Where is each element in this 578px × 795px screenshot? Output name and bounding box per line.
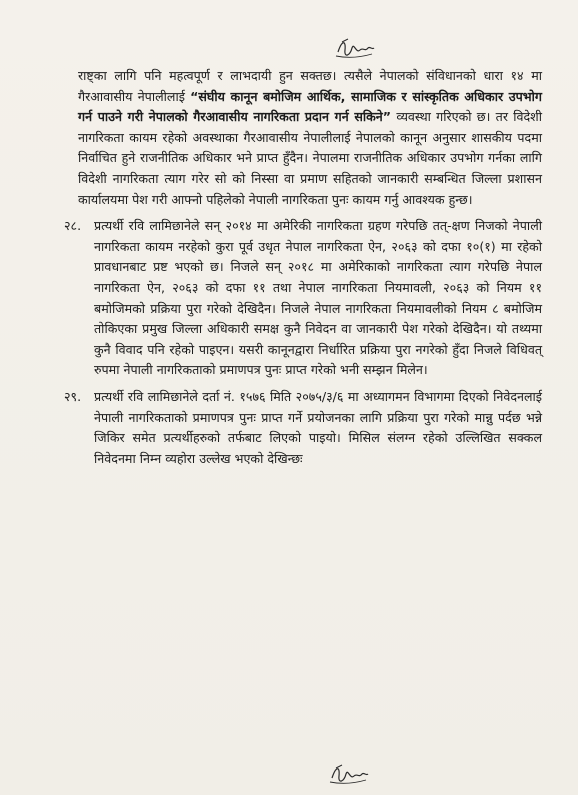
intro-paragraph: [64, 66, 542, 210]
signature-top: [332, 36, 376, 62]
intro-bold-quote: “संघीय कानून बमोजिम आर्थिक, सामाजिक र सांस्कृतिक अधिकार उपभोग गर्न पाउने गरी नेपालको गैरआवासीय नागरिकता प्रदान गर्न सकिने”: [78, 88, 542, 125]
intro-text-part2: व्यवस्था गरिएको छ। तर विदेशी नागरिकता कायम रहेको अवस्थाका गैरआवासीय नेपालीलाई नेपालको कानून अनुसार शासकीय पदमा निर्वाचित हुने राजनीतिक अधिकार भने प्राप्त हुँदैन। नेपालमा राजनीतिक अधिकार उपभोग गर्नका लागि विदेशी नागरिकता त्याग गरेर सो को निस्सा वा प्रमाण सहितको जानकारी सम्बन्धित जिल्ला प्रशासन कार्यालयमा पेश गरी आफ्नो पहिलेको नेपाली नागरिकता पुनः कायम गर्नु आवश्यक हुन्छ।: [78, 109, 543, 207]
signature-bottom: [326, 762, 370, 788]
intro-text-part1: राष्ट्का लागि पनि महत्वपूर्ण र लाभदायी हुन सक्तछ। त्यसैले नेपालको संविधानको धारा १४ मा गैरआवासीय नेपालीलाई: [78, 68, 542, 104]
paragraph-text: प्रत्यर्थी रवि लामिछानेले सन् २०१४ मा अमेरिकी नागरिकता ग्रहण गरेपछि तत्-क्षण निजको नेपाली नागरिकता कायम नरहेको कुरा पूर्व उधृत नेपाल नागरिकता ऐन, २०६३ को दफा १०(१) मा रहेको प्रावधानबाट प्रष्ट भएको छ। निजले सन् २०१८ मा अमेरिकाको नागरिकता त्याग गरेपछि नेपाल नागरिकता ऐन, २०६३ को दफा ११ तथा नेपाल नागरिकता नियमावली, २०६३ को नियम ११ बमोजिमको प्रक्रिया पुरा गरेको देखिदैन। निजले नेपाल नागरिकता नियमावलीको नियम ८ बमोजिम तोकिएका प्रमुख जिल्ला अधिकारी समक्ष कुनै निवेदन वा जानकारी पेश गरेको देखिदैन। यो तथ्यमा कुनै विवाद पनि रहेको पाइएन। यसरी कानूनद्वारा निर्धारित प्रक्रिया पुरा नगरेको हुँदा निजले विधिवत् रुपमा नेपाली नागरिकताको प्रमाणपत्र पुनः प्राप्त गरेको भनी सम्झन मिलेन।: [94, 218, 542, 378]
numbered-paragraph-28: [64, 216, 542, 381]
paragraph-number: २९.: [64, 388, 82, 404]
numbered-paragraph-29: [64, 387, 542, 469]
signature-icon: [332, 36, 376, 62]
document-body: [64, 66, 542, 469]
paragraph-text: प्रत्यर्थी रवि लामिछानेले दर्ता नं. १५७६ मिति २०७५/३/६ मा अध्यागमन विभागमा दिएको निवेदनलाई नेपाली नागरिकताको प्रमाणपत्र पुनः प्राप्त गर्ने प्रयोजनका लागि प्रक्रिया पुरा गरेको मान्नु पर्दछ भन्ने जिकिर समेत प्रत्यर्थीहरुको तर्फबाट लिएको पाइयो। मिसिल संलग्न रहेको उल्लिखित सक्कल निवेदनमा निम्न व्यहोरा उल्लेख भएको देखिन्छः: [94, 388, 542, 466]
signature-icon: [326, 762, 370, 788]
paragraph-number: २८.: [64, 218, 82, 234]
